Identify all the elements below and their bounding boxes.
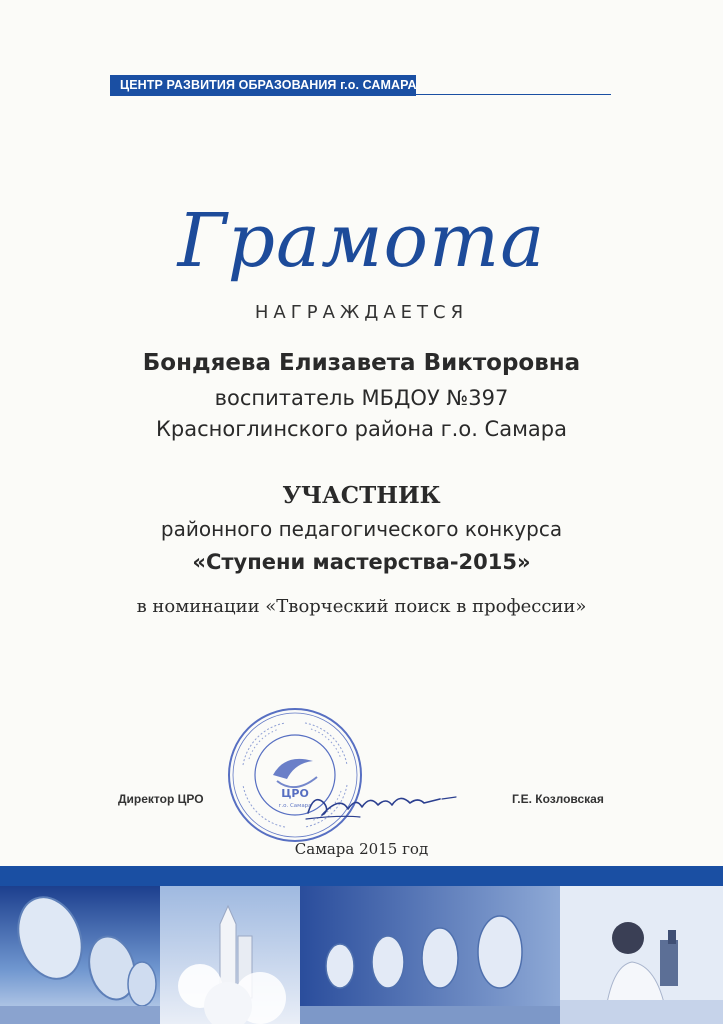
recipient-name: Бондяева Елизавета Викторовна (142, 350, 581, 376)
dish-array-panel (300, 886, 560, 1024)
certificate-subtitle: НАГРАЖДАЕТСЯ (254, 302, 469, 323)
certificate-title: Грамота (177, 198, 546, 284)
stamp-sub-text: г.о. Самара (278, 803, 312, 809)
decorative-footer-banner (0, 866, 723, 1024)
header-underline (416, 94, 611, 95)
contest-description: районного педагогического конкурса (160, 517, 563, 541)
footer-banner-image (0, 866, 723, 1024)
recipient-district: Красноглинского района г.о. Самара (155, 417, 568, 441)
nomination: в номинации «Творческий поиск в профессии» (136, 596, 587, 617)
recipient-position: воспитатель МБДОУ №397 (214, 386, 509, 410)
scientist-panel (560, 886, 723, 1024)
header-bar (110, 75, 416, 96)
director-title: Директор ЦРО (118, 792, 204, 806)
stamp-center-text: ЦРО (281, 787, 309, 800)
rocket-panel (160, 886, 300, 1024)
handwritten-signature-icon (300, 775, 460, 825)
dish-panel-left (0, 886, 160, 1024)
award-status: УЧАСТНИК (282, 482, 441, 509)
contest-name: «Ступени мастерства-2015» (192, 550, 531, 574)
director-name: Г.Е. Козловская (512, 792, 604, 806)
place-date: Самара 2015 год (294, 840, 429, 858)
org-name: ЦЕНТР РАЗВИТИЯ ОБРАЗОВАНИЯ г.о. САМАРА (120, 78, 417, 92)
